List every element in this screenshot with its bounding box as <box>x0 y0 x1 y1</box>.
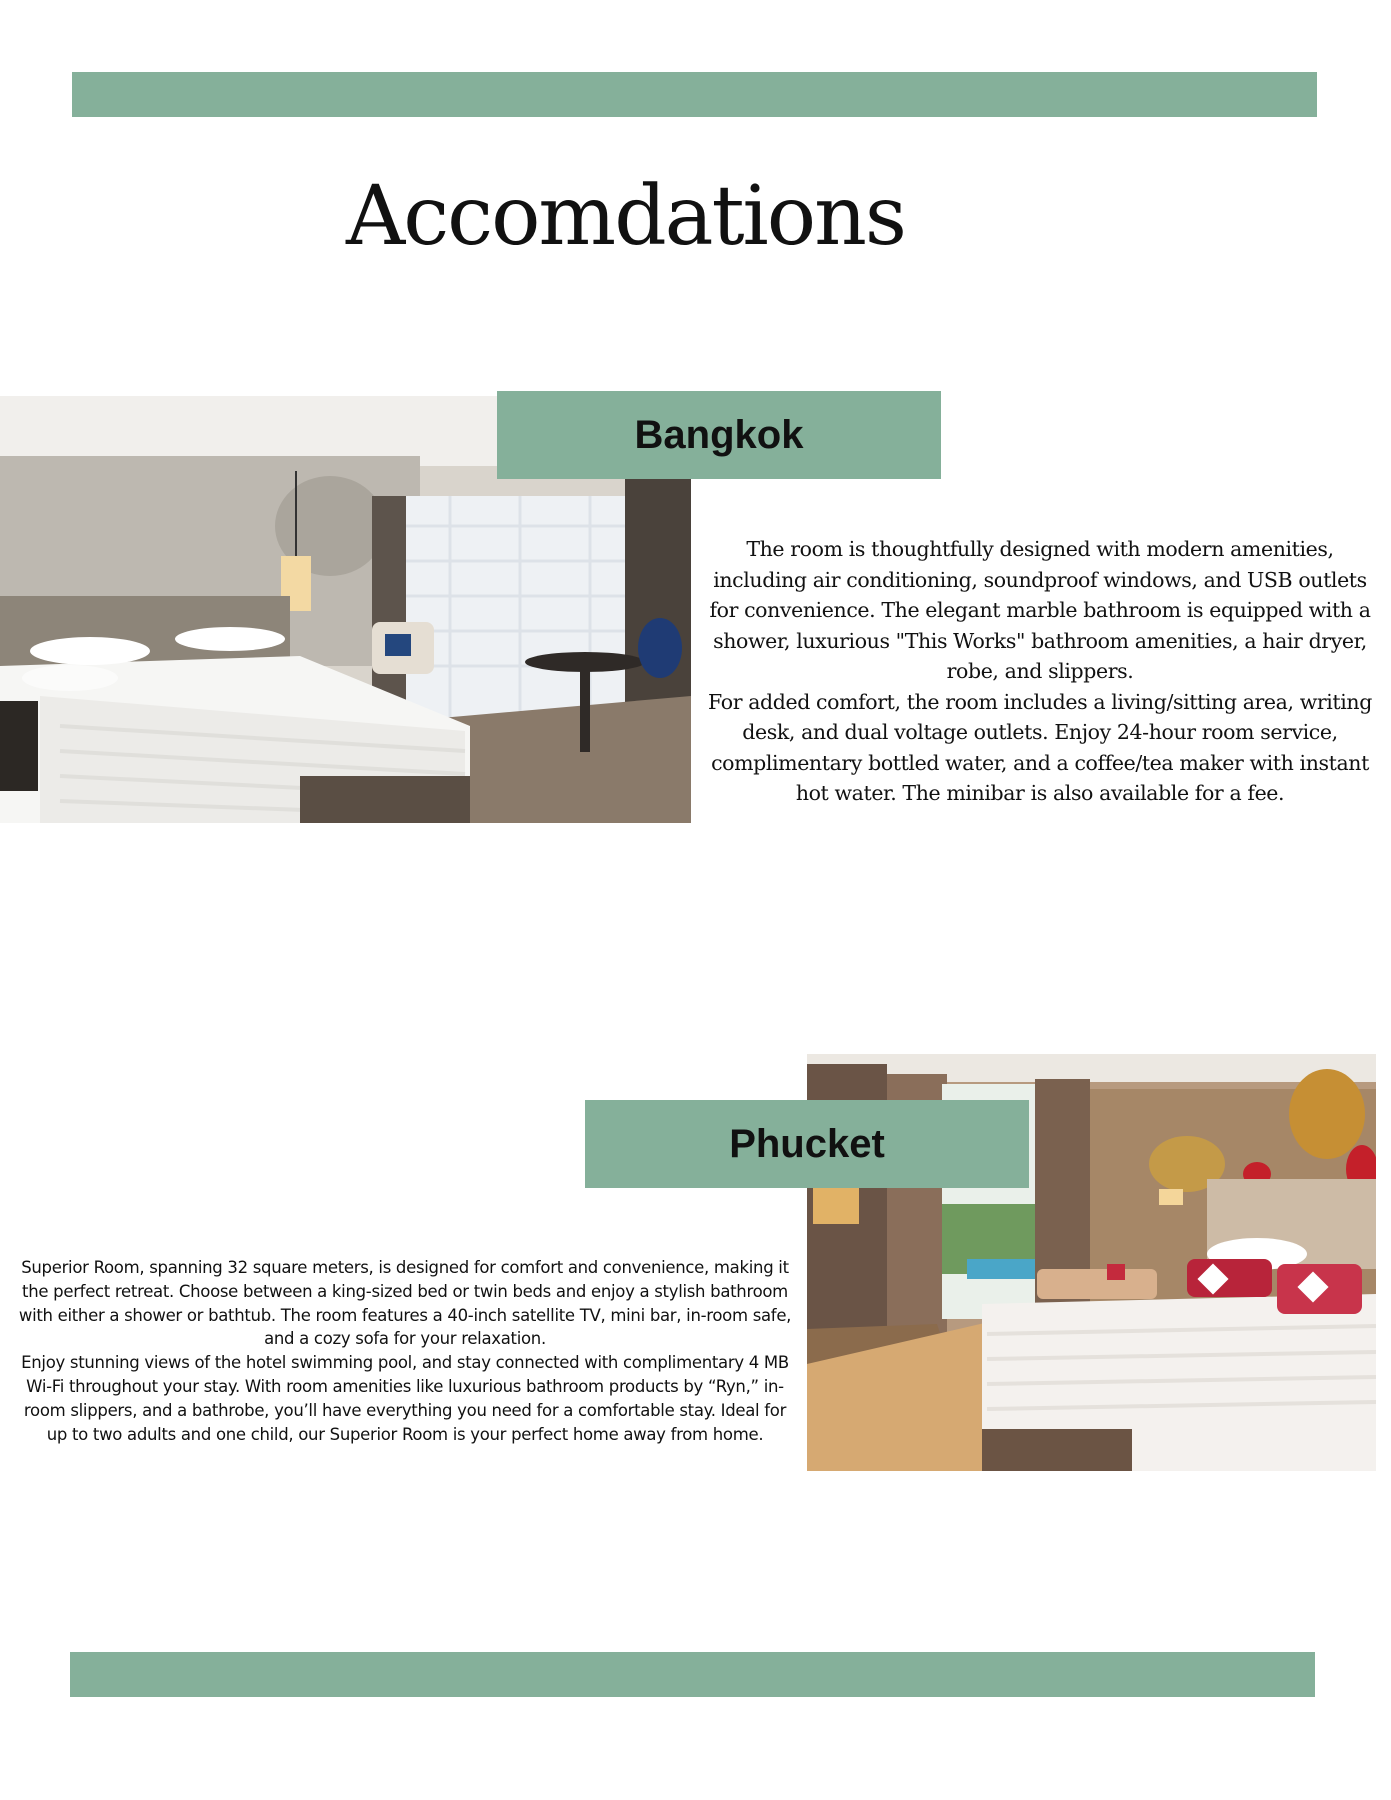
bottom-accent-band <box>70 1652 1315 1697</box>
bangkok-label <box>497 391 941 479</box>
phuket-description-paragraph: Enjoy stunning views of the hotel swimming pool, and stay connected with complimentary 4 MB Wi-Fi throughout your stay. With room amenities like luxurious bathroom products by “Ryn,” in-room slippers, and a bathrobe, you’ll have everything you need for a comfortable stay. Ideal for up to two adults and one child, our Superior Room is your perfect home away from home. <box>21 1353 789 1444</box>
page-title: Accomdations <box>346 169 906 264</box>
bangkok-label-text: Bangkok <box>634 412 804 457</box>
bangkok-description-paragraph: The room is thoughtfully designed with modern amenities, including air conditioning, soundproof windows, and USB outlets for convenience. The elegant marble bathroom is equipped with a shower, luxurious "This Works" bathroom amenities, a hair dryer, robe, and slippers. <box>709 537 1371 683</box>
bangkok-description-paragraph: For added comfort, the room includes a living/sitting area, writing desk, and dual voltage outlets. Enjoy 24-hour room service, complimentary bottled water, and a coffee/tea maker with instant hot water. The minibar is also available for a fee. <box>708 689 1372 805</box>
phuket-description <box>14 1256 796 1446</box>
phuket-label <box>585 1100 1029 1188</box>
phuket-label-text: Phucket <box>729 1121 885 1166</box>
bangkok-description <box>705 534 1375 809</box>
top-accent-band <box>72 72 1317 117</box>
phuket-description-paragraph: Superior Room, spanning 32 square meters, is designed for comfort and convenience, making it the perfect retreat. Choose between a king-sized bed or twin beds and enjoy a stylish bathroom with either a shower or bathtub. The room features a 40-inch satellite TV, mini bar, in-room safe, and a cozy sofa for your relaxation. <box>18 1258 792 1349</box>
